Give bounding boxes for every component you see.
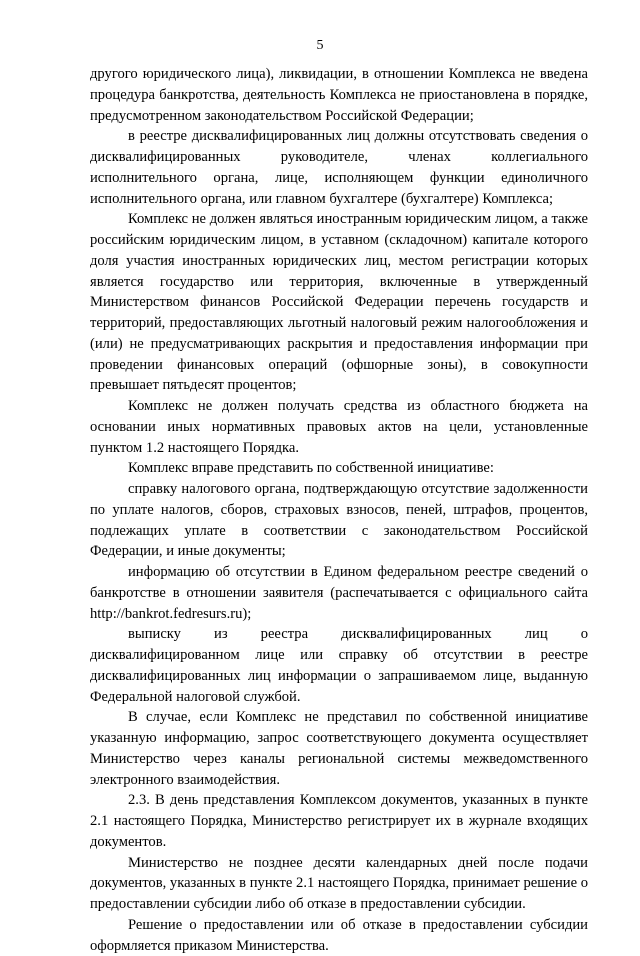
paragraph-regional-budget: Комплекс не должен получать средства из областного бюджета на основании иных нормативных правовых актов на цели, установленные пунктом 1.2 настоящего Порядка.: [90, 398, 588, 456]
paragraph-interagency-request: В случае, если Комплекс не представил по собственной инициативе указанную информацию, запрос соответствующего документа осуществляет Министерство через каналы региональной системы межведомственного электронного взаимодействия.: [90, 709, 588, 788]
paragraph-disqualified-registry: в реестре дисквалифицированных лиц должны отсутствовать сведения о дисквалифицированных руководителе, членах коллегиального исполнительного органа, лице, исполняющем функции единоличного исполнительного органа, или главном бухгалтере (бухгалтере) Комплекса;: [90, 128, 588, 207]
paragraph-own-initiative: Комплекс вправе представить по собственной инициативе:: [128, 460, 494, 477]
paragraph-decision-order: Решение о предоставлении или об отказе в предоставлении субсидии оформляется приказом Министерства.: [90, 916, 588, 954]
page-number: 5: [316, 38, 324, 53]
paragraph-section-2-3: 2.3. В день представления Комплексом документов, указанных в пункте 2.1 настоящего Порядка, Министерство регистрирует их в журнале входящих документов.: [90, 792, 588, 850]
paragraph-foreign-entity: Комплекс не должен являться иностранным юридическим лицом, а также российским юридическим лицом, в уставном (складочном) капитале которого доля участия иностранных юридических лиц, местом регистрации которых является государство или территория, включенные в утвержденный Министерством финансов Российской Федерации перечень государств и территорий, предоставляющих льготный налоговый режим налогообложения и (или) не предусматривающих раскрытия и предоставления информации при проведении финансовых операций (офшорные зоны), в совокупности превышает пятьдесят процентов;: [90, 211, 588, 394]
paragraph-decision-deadline: Министерство не позднее десяти календарных дней после подачи документов, указанных в пункте 2.1 настоящего Порядка, принимает решение о предоставлении субсидии либо об отказе в предоставлении субсидии.: [90, 854, 588, 912]
paragraph-continuation: другого юридического лица), ликвидации, в отношении Комплекса не введена процедура банкротства, деятельность Комплекса не приостановлена в порядке, предусмотренном законодательством Российской Федерации;: [90, 66, 588, 124]
document-body: [90, 64, 588, 956]
paragraph-registry-extract: выписку из реестра дисквалифицированных лиц о дисквалифицированном лице или справку об отсутствии в реестре дисквалифицированных лиц информации о запрашиваемом лице, выданную Федеральной налоговой службой.: [90, 626, 588, 705]
paragraph-bankruptcy-info: информацию об отсутствии в Едином федеральном реестре сведений о банкротстве в отношении заявителя (распечатывается с официального сайта http://bankrot.fedresurs.ru);: [90, 564, 588, 622]
paragraph-tax-certificate: справку налогового органа, подтверждающую отсутствие задолженности по уплате налогов, сборов, страховых взносов, пеней, штрафов, процентов, подлежащих уплате в соответствии с законодательством Российской Федерации, и иные документы;: [90, 481, 588, 560]
